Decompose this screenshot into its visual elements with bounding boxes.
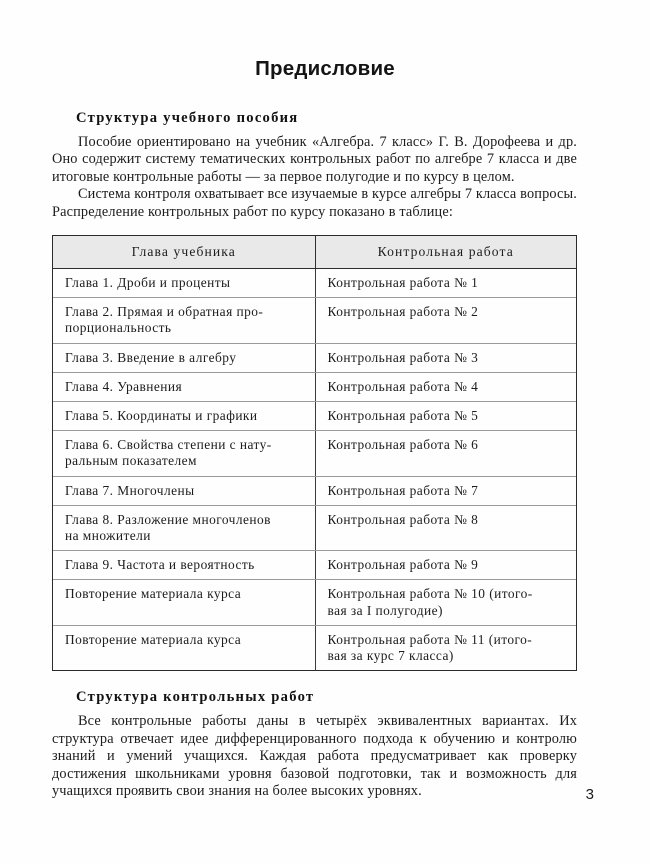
column-header-control-work: Контрольная работа (315, 236, 576, 269)
table-row (53, 298, 576, 343)
table-row (53, 431, 576, 476)
chapter-text-line1: Глава 5. Координаты и графики (65, 408, 258, 424)
cell-chapter (53, 402, 315, 431)
cell-chapter (53, 580, 315, 625)
table-body (53, 269, 576, 671)
page-content (52, 110, 577, 800)
chapter-text-line2: ральным показателем (65, 453, 197, 469)
table-row (53, 551, 576, 580)
chapters-table-container (52, 235, 577, 671)
table-row (53, 505, 576, 550)
work-text-line1: Контрольная работа № 9 (327, 557, 479, 573)
chapter-text-line1: Глава 7. Многочлены (65, 482, 195, 498)
cell-control-work (315, 343, 576, 372)
cell-control-work (315, 372, 576, 401)
work-text-line1: Контрольная работа № 1 (327, 275, 479, 291)
cell-chapter (53, 431, 315, 476)
chapter-text-line1: Глава 8. Разложение многочленов (65, 511, 271, 527)
chapters-control-works-table (53, 236, 576, 670)
cell-chapter (53, 505, 315, 550)
work-text-line1: Контрольная работа № 5 (327, 408, 479, 424)
column-header-chapter: Глава учебника (53, 236, 315, 269)
page-number: 3 (585, 786, 594, 803)
chapter-text-line1: Глава 2. Прямая и обратная про- (65, 304, 264, 320)
chapter-text-line1: Повторение материала курса (65, 586, 242, 602)
table-row (53, 625, 576, 670)
cell-control-work (315, 551, 576, 580)
cell-control-work (315, 476, 576, 505)
work-text-line1: Контрольная работа № 7 (327, 482, 479, 498)
cell-chapter (53, 476, 315, 505)
work-text-line2: вая за I полугодие) (327, 602, 443, 618)
cell-chapter (53, 298, 315, 343)
work-text-line1: Контрольная работа № 4 (327, 378, 479, 394)
cell-control-work (315, 269, 576, 298)
paragraph-control-works-description: Все контрольные работы даны в четырёх эквивалентных вариантах. Их структура отвечает идее дифференцированного подхода к обучению и контролю знаний и умений учащихся. Каждая работа предусматривает как проверку достижения школьниками уровня базовой подготовки, так и возможность для учащихся проявить свои знания на более высоких уровнях. (52, 713, 577, 799)
table-row (53, 580, 576, 625)
cell-control-work (315, 625, 576, 670)
chapter-text-line1: Глава 9. Частота и вероятность (65, 557, 255, 573)
cell-control-work (315, 402, 576, 431)
work-text-line1: Контрольная работа № 2 (327, 304, 479, 320)
work-text-line1: Контрольная работа № 3 (327, 349, 479, 365)
work-text-line1: Контрольная работа № 11 (итого- (327, 631, 533, 647)
cell-chapter (53, 372, 315, 401)
cell-chapter (53, 343, 315, 372)
table-row (53, 269, 576, 298)
chapter-text-line1: Глава 4. Уравнения (65, 378, 183, 394)
work-text-line1: Контрольная работа № 10 (итого- (327, 586, 533, 602)
table-row (53, 476, 576, 505)
cell-control-work (315, 298, 576, 343)
paragraph-control-system-coverage: Система контроля охватывает все изучаемые в курсе алгебры 7 класса вопросы. Распределение контрольных работ по курсу показано в таблице: (52, 186, 577, 220)
work-text-line1: Контрольная работа № 6 (327, 437, 479, 453)
chapter-text-line1: Глава 3. Введение в алгебру (65, 349, 237, 365)
cell-chapter (53, 625, 315, 670)
chapter-text-line1: Повторение материала курса (65, 631, 242, 647)
chapter-text-line1: Глава 1. Дроби и проценты (65, 275, 231, 291)
chapter-text-line2: порциональность (65, 320, 172, 336)
table-row (53, 372, 576, 401)
cell-chapter (53, 269, 315, 298)
cell-control-work (315, 505, 576, 550)
cell-control-work (315, 431, 576, 476)
table-header-row (53, 236, 576, 269)
page-title: Предисловие (255, 57, 395, 80)
work-text-line2: вая за курс 7 класса) (327, 648, 454, 664)
cell-chapter (53, 551, 315, 580)
chapter-text-line1: Глава 6. Свойства степени с нату- (65, 437, 272, 453)
chapter-text-line2: на множители (65, 528, 151, 544)
cell-control-work (315, 580, 576, 625)
work-text-line1: Контрольная работа № 8 (327, 511, 479, 527)
table-row (53, 343, 576, 372)
section-heading-structure-of-manual: Структура учебного пособия (76, 110, 299, 126)
paragraph-manual-orientation: Пособие ориентировано на учебник «Алгебра. 7 класс» Г. В. Дорофеева и др. Оно содержит систему тематических контрольных работ по алгебре 7 класса и две итоговые контрольные работы — за первое полугодие и по курсу в целом. (52, 134, 577, 185)
section-heading-structure-of-control-works: Структура контрольных работ (76, 689, 315, 706)
table-row (53, 402, 576, 431)
